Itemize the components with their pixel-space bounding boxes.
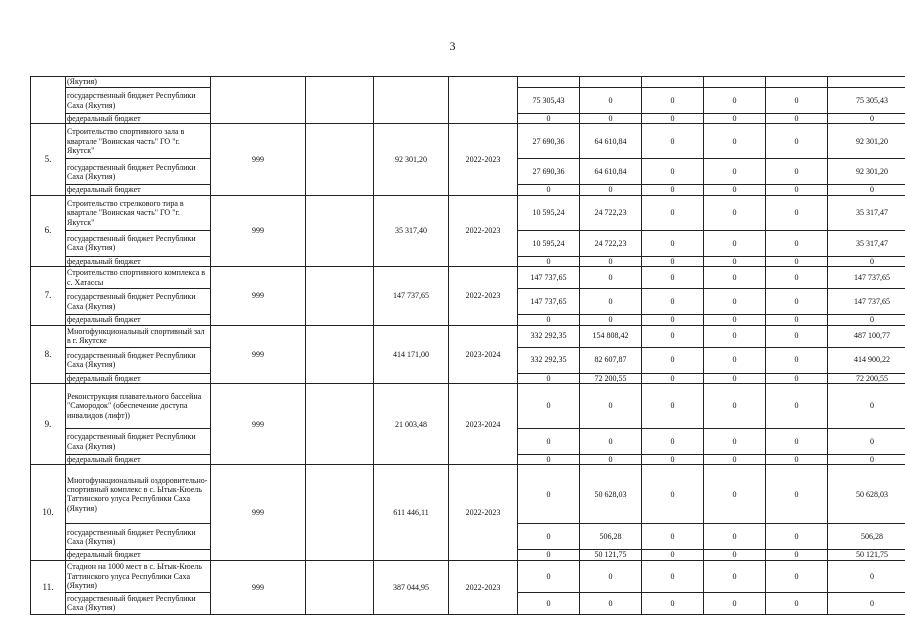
row-number	[31, 77, 66, 124]
code-cell: 999	[211, 465, 306, 560]
value-cell: 0	[642, 315, 704, 325]
value-cell: 0	[766, 524, 828, 550]
value-cell: 0	[704, 267, 766, 289]
value-cell: 0	[704, 195, 766, 230]
value-cell: 0	[642, 384, 704, 429]
value-cell	[642, 77, 704, 88]
table-row	[31, 384, 905, 429]
value-cell	[704, 77, 766, 88]
value-cell: 0	[642, 114, 704, 124]
value-cell: 0	[704, 347, 766, 373]
value-cell: 50 121,75	[828, 550, 905, 560]
value-cell: 0	[766, 384, 828, 429]
budget-label: государственный бюджет Республики Саха (Якутия)	[66, 230, 211, 256]
federal-label: федеральный бюджет	[66, 114, 211, 124]
value-cell: 147 737,65	[518, 289, 580, 315]
federal-label: федеральный бюджет	[66, 373, 211, 383]
value-cell: 0	[642, 465, 704, 524]
cost-cell: 387 044,95	[374, 560, 449, 614]
value-cell: 0	[518, 465, 580, 524]
empty-cell	[306, 384, 374, 465]
row-number: 5.	[31, 124, 66, 195]
value-cell: 0	[704, 524, 766, 550]
value-cell: 0	[580, 315, 642, 325]
period-cell: 2022-2023	[449, 560, 518, 614]
period-cell: 2022-2023	[449, 465, 518, 560]
item-name: Строительство спортивного комплекса в с. Хатассы	[66, 267, 211, 289]
row-number: 8.	[31, 325, 66, 383]
value-cell: 0	[704, 429, 766, 455]
value-cell: 0	[704, 465, 766, 524]
value-cell: 0	[704, 550, 766, 560]
value-cell: 154 808,42	[580, 325, 642, 347]
budget-label: государственный бюджет Республики Саха (Якутия)	[66, 88, 211, 114]
period-cell: 2022-2023	[449, 195, 518, 266]
row-number: 7.	[31, 267, 66, 325]
value-cell: 0	[642, 88, 704, 114]
cost-cell: 35 317,40	[374, 195, 449, 266]
value-cell: 0	[704, 88, 766, 114]
value-cell: 0	[766, 88, 828, 114]
value-cell: 0	[704, 592, 766, 614]
value-cell: 0	[642, 560, 704, 592]
value-cell: 0	[704, 373, 766, 383]
value-cell: 0	[518, 384, 580, 429]
value-cell: 72 200,55	[580, 373, 642, 383]
value-cell: 27 690,36	[518, 159, 580, 185]
value-cell: 0	[642, 230, 704, 256]
value-cell: 0	[828, 185, 905, 195]
value-cell: 0	[518, 373, 580, 383]
row-number: 11.	[31, 560, 66, 614]
budget-label: государственный бюджет Республики Саха (Якутия)	[66, 289, 211, 315]
value-cell	[828, 77, 905, 88]
item-name: Многофункциональный оздоровительно-спортивный комплекс в с. Ытык-Кюель Таттинского улуса Республики Саха (Якутия)	[66, 465, 211, 524]
item-name: (Якутия)	[66, 77, 211, 88]
value-cell: 0	[828, 429, 905, 455]
budget-label: государственный бюджет Республики Саха (Якутия)	[66, 347, 211, 373]
value-cell: 0	[828, 455, 905, 465]
value-cell	[518, 77, 580, 88]
item-name: Стадион на 1000 мест в с. Ытык-Кюель Таттинского улуса Республики Саха (Якутия)	[66, 560, 211, 592]
page-number: 3	[449, 39, 456, 53]
value-cell: 0	[518, 256, 580, 266]
value-cell: 0	[766, 124, 828, 159]
value-cell: 75 305,43	[518, 88, 580, 114]
code-cell: 999	[211, 325, 306, 383]
value-cell: 0	[580, 455, 642, 465]
value-cell: 332 292,35	[518, 347, 580, 373]
code-cell: 999	[211, 195, 306, 266]
item-name: Многофункциональный спортивный зал в г. Якутске	[66, 325, 211, 347]
value-cell: 10 595,24	[518, 195, 580, 230]
value-cell: 0	[642, 289, 704, 315]
value-cell: 0	[518, 315, 580, 325]
value-cell: 0	[580, 560, 642, 592]
value-cell: 50 628,03	[580, 465, 642, 524]
value-cell: 0	[828, 592, 905, 614]
value-cell: 0	[580, 256, 642, 266]
federal-label: федеральный бюджет	[66, 550, 211, 560]
table-body	[31, 77, 905, 615]
value-cell: 147 737,65	[828, 267, 905, 289]
value-cell: 0	[642, 195, 704, 230]
value-cell: 0	[642, 267, 704, 289]
value-cell: 0	[766, 465, 828, 524]
value-cell: 0	[642, 429, 704, 455]
value-cell: 0	[766, 325, 828, 347]
value-cell: 0	[766, 592, 828, 614]
value-cell: 147 737,65	[828, 289, 905, 315]
value-cell: 0	[642, 185, 704, 195]
value-cell: 0	[766, 550, 828, 560]
value-cell: 0	[580, 185, 642, 195]
period-cell	[449, 77, 518, 124]
value-cell: 0	[766, 560, 828, 592]
value-cell: 0	[704, 256, 766, 266]
value-cell: 75 305,43	[828, 88, 905, 114]
value-cell: 506,28	[580, 524, 642, 550]
federal-label: федеральный бюджет	[66, 185, 211, 195]
value-cell: 0	[766, 289, 828, 315]
value-cell: 50 121,75	[580, 550, 642, 560]
table-row	[31, 560, 905, 592]
value-cell: 0	[704, 124, 766, 159]
value-cell: 0	[766, 429, 828, 455]
code-cell: 999	[211, 384, 306, 465]
value-cell: 0	[766, 159, 828, 185]
value-cell: 0	[642, 455, 704, 465]
value-cell: 0	[766, 256, 828, 266]
budget-label: государственный бюджет Республики Саха (Якутия)	[66, 429, 211, 455]
value-cell: 0	[580, 267, 642, 289]
empty-cell	[306, 195, 374, 266]
budget-label: государственный бюджет Республики Саха (Якутия)	[66, 159, 211, 185]
row-number: 9.	[31, 384, 66, 465]
value-cell: 64 610,84	[580, 124, 642, 159]
value-cell: 0	[642, 325, 704, 347]
value-cell: 0	[828, 384, 905, 429]
value-cell: 0	[766, 230, 828, 256]
table-row	[31, 325, 905, 347]
value-cell: 0	[518, 550, 580, 560]
table-row	[31, 267, 905, 289]
value-cell: 0	[704, 159, 766, 185]
value-cell: 506,28	[828, 524, 905, 550]
value-cell: 0	[766, 114, 828, 124]
value-cell: 0	[704, 230, 766, 256]
value-cell: 0	[580, 114, 642, 124]
value-cell: 487 100,77	[828, 325, 905, 347]
value-cell: 92 301,20	[828, 124, 905, 159]
value-cell: 0	[766, 195, 828, 230]
value-cell: 0	[766, 373, 828, 383]
value-cell: 24 722,23	[580, 195, 642, 230]
value-cell: 0	[580, 592, 642, 614]
value-cell: 0	[642, 159, 704, 185]
empty-cell	[306, 77, 374, 124]
value-cell: 0	[828, 256, 905, 266]
empty-cell	[306, 124, 374, 195]
value-cell: 0	[580, 429, 642, 455]
value-cell: 92 301,20	[828, 159, 905, 185]
value-cell	[580, 77, 642, 88]
item-name: Строительство спортивного зала в квартале "Воинская часть" ГО "г. Якутск"	[66, 124, 211, 159]
funding-table	[30, 76, 905, 615]
value-cell: 0	[642, 124, 704, 159]
value-cell: 35 317,47	[828, 230, 905, 256]
period-cell: 2022-2023	[449, 124, 518, 195]
federal-label: федеральный бюджет	[66, 315, 211, 325]
empty-cell	[306, 465, 374, 560]
value-cell: 0	[642, 592, 704, 614]
value-cell: 0	[518, 114, 580, 124]
value-cell: 0	[518, 429, 580, 455]
value-cell: 82 607,87	[580, 347, 642, 373]
code-cell: 999	[211, 124, 306, 195]
value-cell: 50 628,03	[828, 465, 905, 524]
value-cell: 0	[580, 384, 642, 429]
value-cell	[766, 77, 828, 88]
table-row	[31, 195, 905, 230]
item-name: Реконструкция плавательного бассейна "Самородок" (обеспечение доступа инвалидов (лифт))	[66, 384, 211, 429]
value-cell: 0	[642, 256, 704, 266]
value-cell: 72 200,55	[828, 373, 905, 383]
value-cell: 0	[642, 373, 704, 383]
value-cell: 0	[704, 289, 766, 315]
table-row	[31, 77, 905, 88]
code-cell: 999	[211, 560, 306, 614]
value-cell: 24 722,23	[580, 230, 642, 256]
federal-label: федеральный бюджет	[66, 455, 211, 465]
value-cell: 0	[704, 560, 766, 592]
period-cell: 2023-2024	[449, 325, 518, 383]
budget-label: государственный бюджет Республики Саха (Якутия)	[66, 592, 211, 614]
row-number: 6.	[31, 195, 66, 266]
empty-cell	[306, 560, 374, 614]
value-cell: 0	[828, 315, 905, 325]
value-cell: 0	[704, 114, 766, 124]
item-name: Строительство стрелкового тира в квартале "Воинская часть" ГО "г. Якутск"	[66, 195, 211, 230]
table-row	[31, 465, 905, 524]
value-cell: 0	[766, 455, 828, 465]
value-cell: 0	[642, 550, 704, 560]
value-cell: 35 317,47	[828, 195, 905, 230]
value-cell: 0	[642, 347, 704, 373]
value-cell: 0	[766, 315, 828, 325]
value-cell: 64 610,84	[580, 159, 642, 185]
budget-label: государственный бюджет Республики Саха (Якутия)	[66, 524, 211, 550]
value-cell: 0	[704, 315, 766, 325]
cost-cell	[374, 77, 449, 124]
cost-cell: 21 003,48	[374, 384, 449, 465]
cost-cell: 147 737,65	[374, 267, 449, 325]
value-cell: 0	[704, 384, 766, 429]
value-cell: 0	[518, 592, 580, 614]
value-cell: 0	[642, 524, 704, 550]
cost-cell: 414 171,00	[374, 325, 449, 383]
value-cell: 0	[766, 267, 828, 289]
value-cell: 0	[580, 88, 642, 114]
code-cell	[211, 77, 306, 124]
value-cell: 0	[704, 325, 766, 347]
cost-cell: 611 446,11	[374, 465, 449, 560]
value-cell: 414 900,22	[828, 347, 905, 373]
value-cell: 0	[828, 560, 905, 592]
period-cell: 2023-2024	[449, 384, 518, 465]
federal-label: федеральный бюджет	[66, 256, 211, 266]
value-cell: 0	[766, 185, 828, 195]
value-cell: 0	[766, 347, 828, 373]
period-cell: 2022-2023	[449, 267, 518, 325]
value-cell: 0	[828, 114, 905, 124]
value-cell: 10 595,24	[518, 230, 580, 256]
value-cell: 0	[518, 185, 580, 195]
value-cell: 0	[580, 289, 642, 315]
value-cell: 0	[704, 455, 766, 465]
code-cell: 999	[211, 267, 306, 325]
value-cell: 27 690,36	[518, 124, 580, 159]
value-cell: 332 292,35	[518, 325, 580, 347]
value-cell: 0	[518, 560, 580, 592]
cost-cell: 92 301,20	[374, 124, 449, 195]
row-number: 10.	[31, 465, 66, 560]
value-cell: 0	[518, 524, 580, 550]
empty-cell	[306, 267, 374, 325]
value-cell: 0	[704, 185, 766, 195]
value-cell: 0	[518, 455, 580, 465]
empty-cell	[306, 325, 374, 383]
table-row	[31, 124, 905, 159]
value-cell: 147 737,65	[518, 267, 580, 289]
